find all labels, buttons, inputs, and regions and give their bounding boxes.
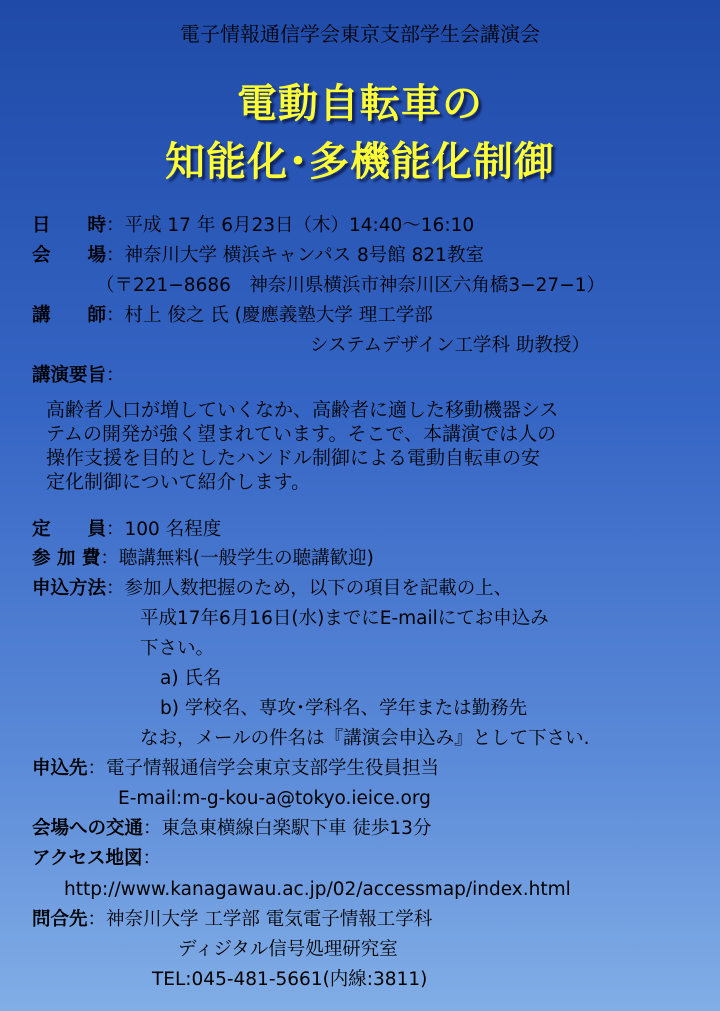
- summary-colon: ：: [106, 365, 125, 386]
- fee-label: 参 加 費: [32, 548, 101, 569]
- inquiry-row: [32, 906, 432, 934]
- transport-row: [32, 815, 431, 843]
- lecturer-label: 講 師: [32, 305, 107, 326]
- lecture-title-line1: 電動自転車の: [237, 81, 483, 127]
- apply-item-b: b) 学校名、専攻･学科名、学年または勤務先: [160, 698, 528, 719]
- apply-row: [32, 575, 512, 603]
- apply-line3: 下さい。: [140, 638, 215, 659]
- venue-address: （〒221−8686 神奈川県横浜市神奈川区六角橋3−27−1）: [96, 275, 605, 296]
- capacity-label: 定 員: [32, 519, 107, 540]
- map-colon: ：: [142, 848, 161, 869]
- transport-label: 会場への交通: [32, 818, 144, 839]
- lecturer-department: システムデザイン工学科 助教授）: [310, 335, 590, 356]
- capacity-value: ：100 名程度: [106, 519, 222, 540]
- inquiry-tel: TEL:045-481-5661(内線:3811): [152, 969, 428, 990]
- capacity-row: [32, 516, 221, 544]
- apply-line1: ：参加人数把握のため，以下の項目を記載の上、: [106, 578, 513, 599]
- lecturer-value: ：村上 俊之 氏 (慶應義塾大学 理工学部: [106, 305, 433, 326]
- map-label: アクセス地図: [32, 848, 143, 869]
- contact-label: 申込先: [32, 758, 88, 779]
- contact-value: ：電子情報通信学会東京支部学生役員担当: [87, 758, 440, 779]
- lecturer-row: [32, 302, 433, 330]
- apply-line2: 平成17年6月16日(水)までにE-mailにてお申込み: [140, 608, 549, 629]
- fee-value: ：聴講無料(一般学生の聴講歓迎): [100, 548, 374, 569]
- inquiry-value: ：神奈川大学 工学部 電気電子情報工学科: [87, 909, 433, 930]
- summary-line: テムの開発が強く望まれています。そこで、本講演では人の: [46, 423, 557, 445]
- inquiry-label: 問合先: [32, 909, 88, 930]
- fee-row: [32, 545, 374, 573]
- organizer-heading: 電子情報通信学会東京支部学生会講演会: [180, 22, 540, 46]
- summary-line: 操作支援を目的としたハンドル制御による電動自転車の安: [46, 447, 541, 469]
- venue-label: 会 場: [32, 245, 107, 266]
- venue-row: [32, 242, 484, 270]
- apply-label: 申込方法: [32, 578, 107, 599]
- transport-value: ：東急東横線白楽駅下車 徒歩13分: [143, 818, 432, 839]
- map-row: [32, 845, 161, 873]
- lecture-title-line2: 知能化･多機能化制御: [165, 139, 555, 185]
- summary-row: [32, 362, 125, 390]
- summary-label: 講演要旨: [32, 365, 107, 386]
- summary-line: 高齢者人口が増していくなか、高齢者に適した移動機器シス: [46, 399, 559, 421]
- contact-row: [32, 755, 439, 783]
- apply-item-a: a) 氏名: [160, 668, 222, 689]
- map-url: http://www.kanagawau.ac.jp/02/accessmap/index.html: [64, 879, 571, 900]
- contact-email: E-mail:m-g-kou-a@tokyo.ieice.org: [118, 788, 431, 809]
- venue-value: ：神奈川大学 横浜キャンパス 8号館 821教室: [106, 245, 484, 266]
- apply-note: なお，メールの件名は『講演会申込み』として下さい.: [140, 728, 590, 749]
- date-row: [32, 212, 474, 240]
- date-label: 日 時: [32, 215, 107, 236]
- inquiry-lab: ディジタル信号処理研究室: [178, 939, 398, 960]
- summary-line: 定化制御について紹介します。: [46, 471, 311, 493]
- date-value: ：平成 17 年 6月23日（木）14:40～16:10: [106, 215, 475, 236]
